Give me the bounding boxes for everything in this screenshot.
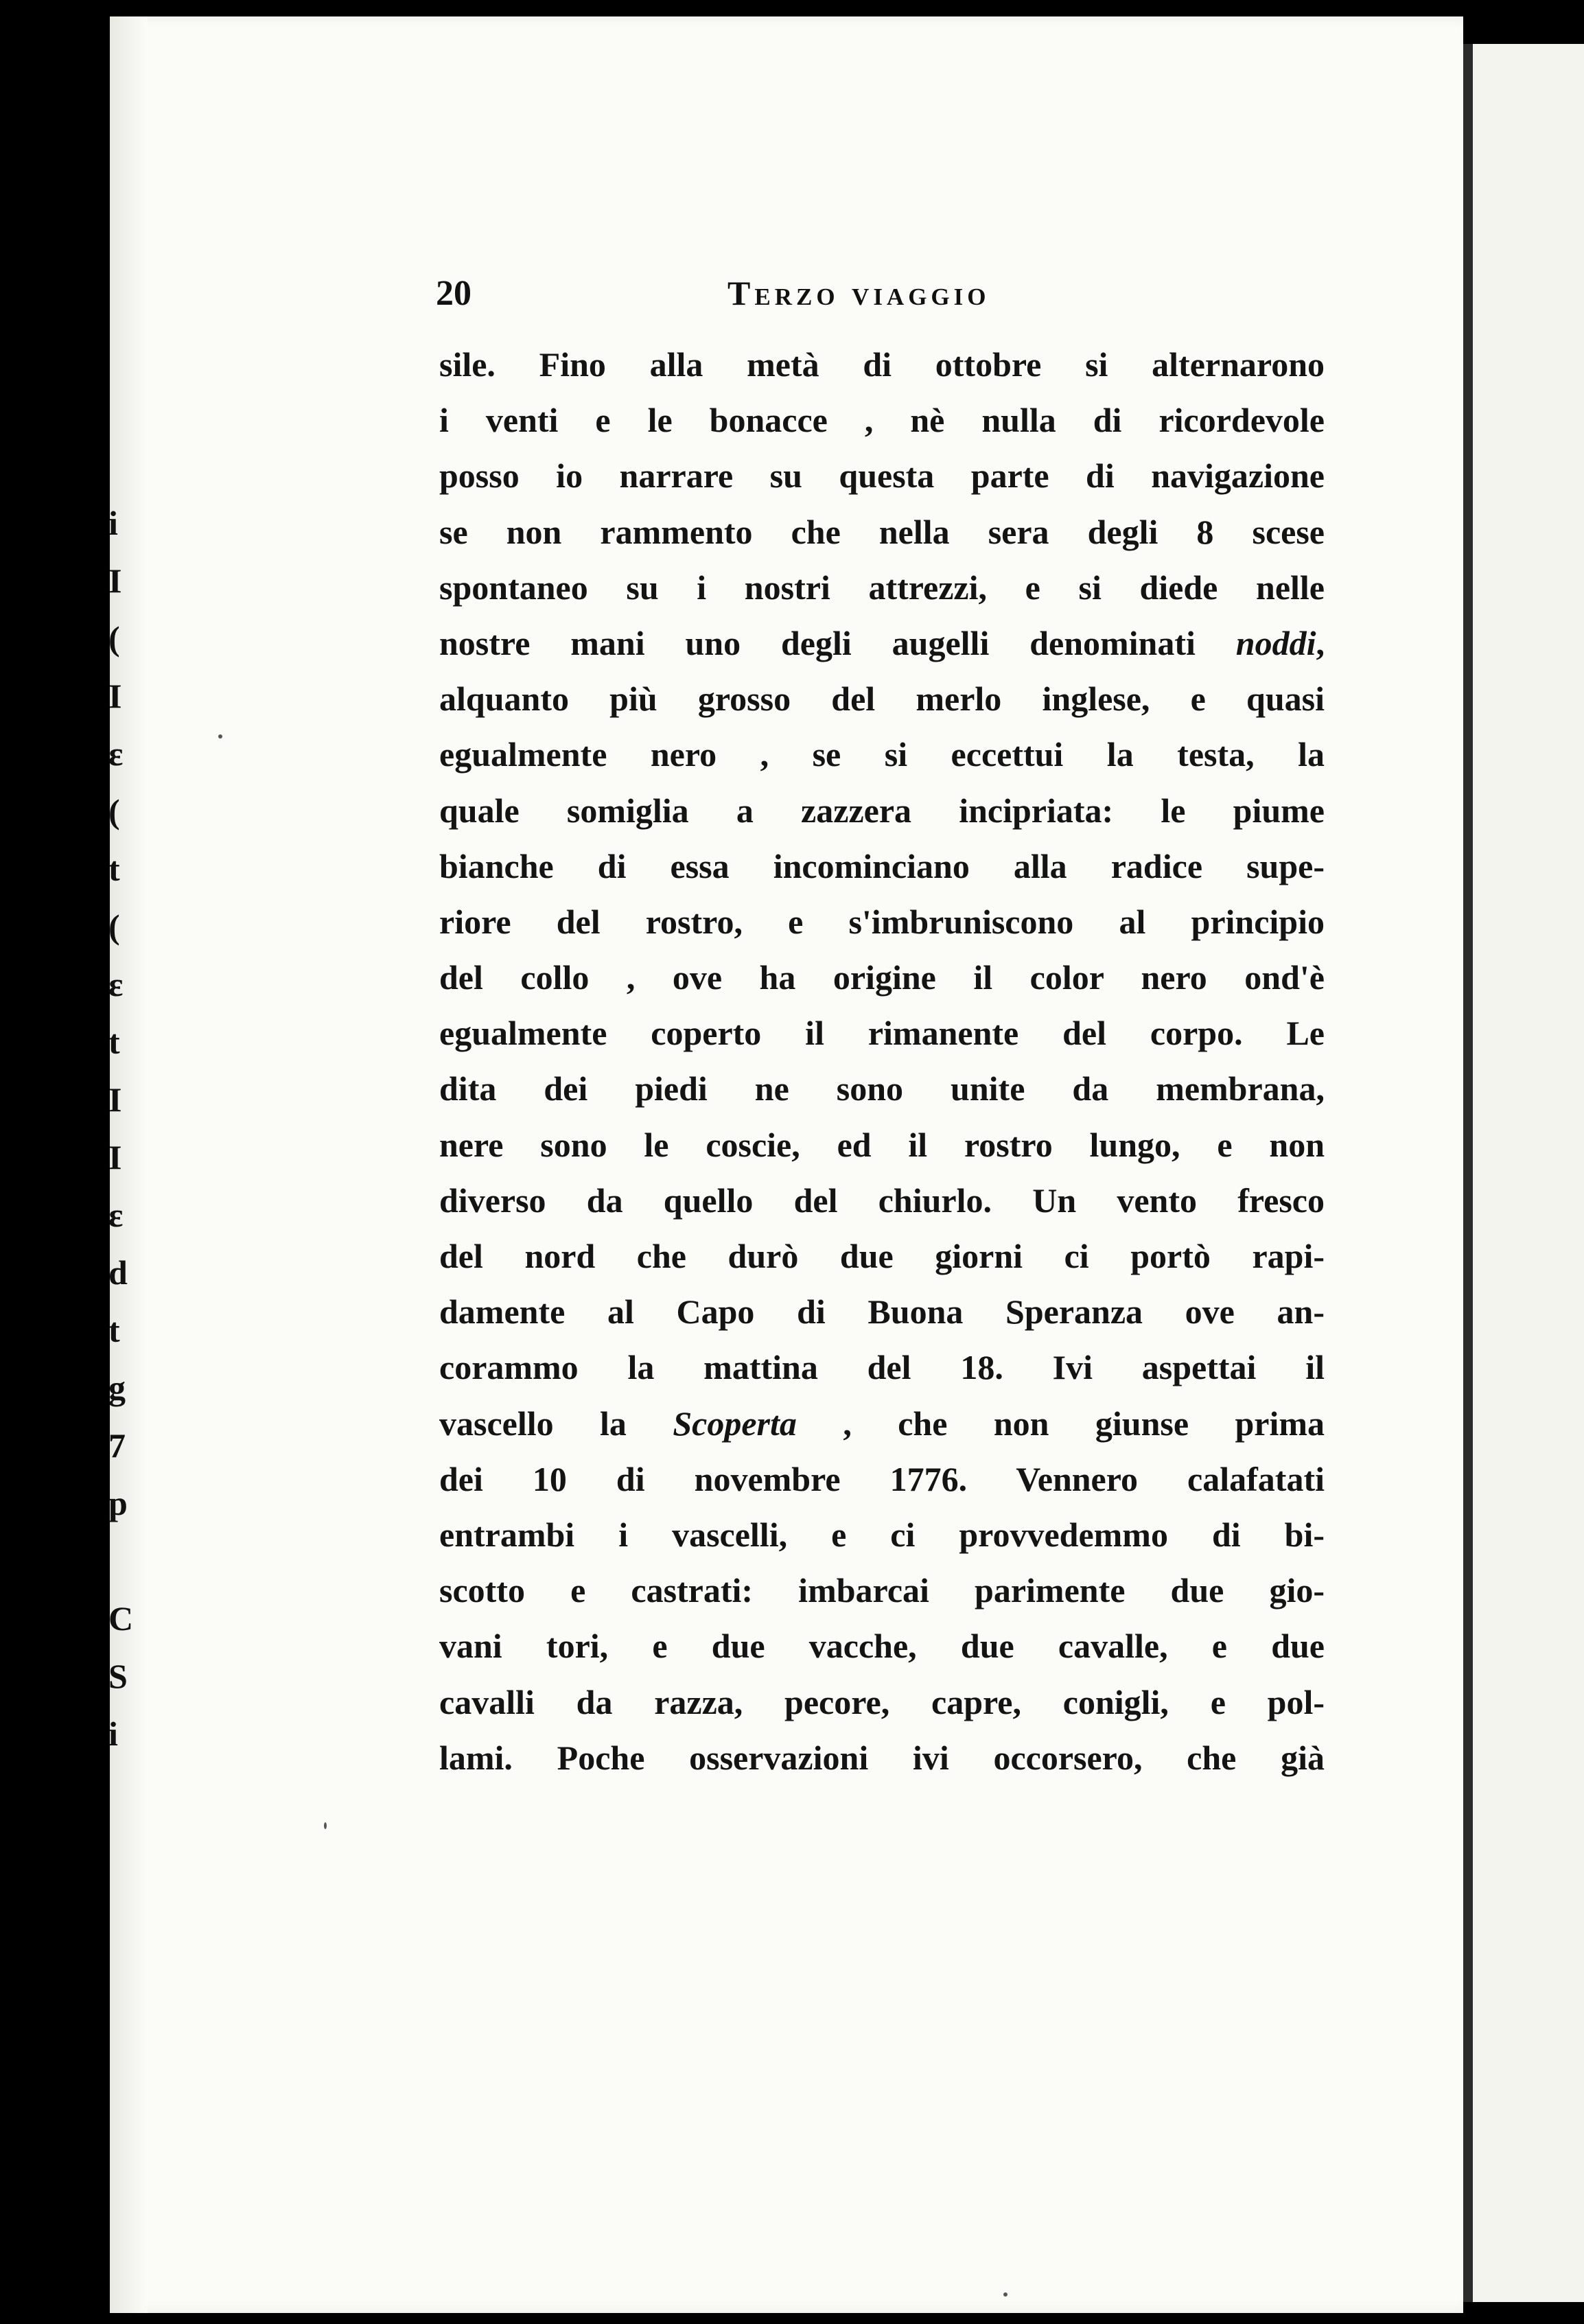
facing-page-glyph: S: [108, 1657, 128, 1695]
facing-page-glyph: t: [108, 1311, 120, 1349]
facing-page-glyph: t: [108, 1023, 120, 1061]
print-speck: [218, 734, 222, 739]
text-line: egualmente coperto il rimanente del corpo. Le: [439, 1014, 1325, 1053]
text-line: se non rammento che nella sera degli 8 scese: [439, 512, 1325, 551]
text-line: vani tori, e due vacche, due cavalle, e due: [439, 1627, 1325, 1666]
page-number: 20: [436, 274, 471, 313]
running-title: Terzo viaggio: [727, 274, 990, 312]
text-line: posso io narrare su questa parte di navigazione: [439, 456, 1325, 496]
print-speck: [1003, 2292, 1008, 2297]
print-speck: [324, 1822, 327, 1829]
page-header: [436, 273, 1047, 321]
text-line: entrambi i vascelli, e ci provvedemmo di bi-: [439, 1515, 1325, 1554]
facing-page-glyph: I: [108, 1138, 122, 1176]
body-text: [439, 336, 1325, 1785]
text-line: dei 10 di novembre 1776. Vennero calafatati: [439, 1459, 1325, 1498]
facing-page-glyph: I: [108, 561, 122, 600]
text-line: sile. Fino alla metà di ottobre si alternarono: [439, 345, 1325, 384]
text-line: del collo , ove ha origine il color nero ond'è: [439, 958, 1325, 997]
facing-page-glyph: (: [108, 619, 120, 658]
text-line: del nord che durò due giorni ci portò rapi-: [439, 1237, 1325, 1275]
facing-page-glyph: (: [108, 792, 120, 830]
facing-page-glyph: t: [108, 850, 120, 888]
text-line: spontaneo su i nostri attrezzi, e si diede nelle: [439, 568, 1325, 607]
facing-page-glyph: (: [108, 907, 120, 946]
text-line: egualmente nero , se si eccettui la testa, la: [439, 735, 1325, 774]
text-line: quale somiglia a zazzera incipriata: le piume: [439, 791, 1325, 830]
text-line: nere sono le coscie, ed il rostro lungo, e non: [439, 1125, 1325, 1164]
facing-page-glyph: ε: [108, 965, 124, 1003]
facing-page-glyph: 7: [108, 1426, 126, 1465]
facing-page-glyph: p: [108, 1484, 128, 1522]
facing-page-fragments: [108, 494, 134, 1763]
italic-word: Scoperta: [673, 1404, 797, 1443]
text-line: scotto e castrati: imbarcai parimente due gio-: [439, 1571, 1325, 1610]
text-line: lami. Poche osservazioni ivi occorsero, che già: [439, 1738, 1325, 1777]
facing-page-glyph: ε: [108, 1196, 124, 1234]
italic-word: noddi: [1235, 623, 1316, 662]
text-line: riore del rostro, e s'imbruniscono al principio: [439, 902, 1325, 941]
text-line: damente al Capo di Buona Speranza ove an-: [439, 1292, 1325, 1332]
facing-page-glyph: ε: [108, 734, 124, 773]
text-line: corammo la mattina del 18. Ivi aspettai il: [439, 1348, 1325, 1387]
text-line: dita dei piedi ne sono unite da membrana,: [439, 1069, 1325, 1108]
facing-page-glyph: d: [108, 1253, 128, 1292]
facing-page-glyph: i: [108, 1715, 118, 1753]
text-line: alquanto più grosso del merlo inglese, e quasi: [439, 679, 1325, 719]
facing-page-glyph: I: [108, 1080, 122, 1119]
facing-page-glyph: I: [108, 677, 122, 715]
facing-page-glyph: g: [108, 1369, 126, 1407]
text-line: vascello la Scoperta , che non giunse prima: [439, 1404, 1325, 1443]
text-line: bianche di essa incominciano alla radice supe-: [439, 846, 1325, 885]
text-line: i venti e le bonacce , nè nulla di ricordevole: [439, 401, 1325, 440]
text-line: cavalli da razza, pecore, capre, conigli, e pol-: [439, 1682, 1325, 1721]
facing-page-glyph: [108, 1532, 129, 1590]
facing-page-glyph: C: [108, 1599, 134, 1638]
facing-page-edge: [1463, 44, 1584, 2302]
text-line: nostre mani uno degli augelli denominati noddi,: [439, 623, 1325, 662]
text-line: diverso da quello del chiurlo. Un vento fresco: [439, 1181, 1325, 1220]
facing-page-glyph: i: [108, 504, 118, 542]
